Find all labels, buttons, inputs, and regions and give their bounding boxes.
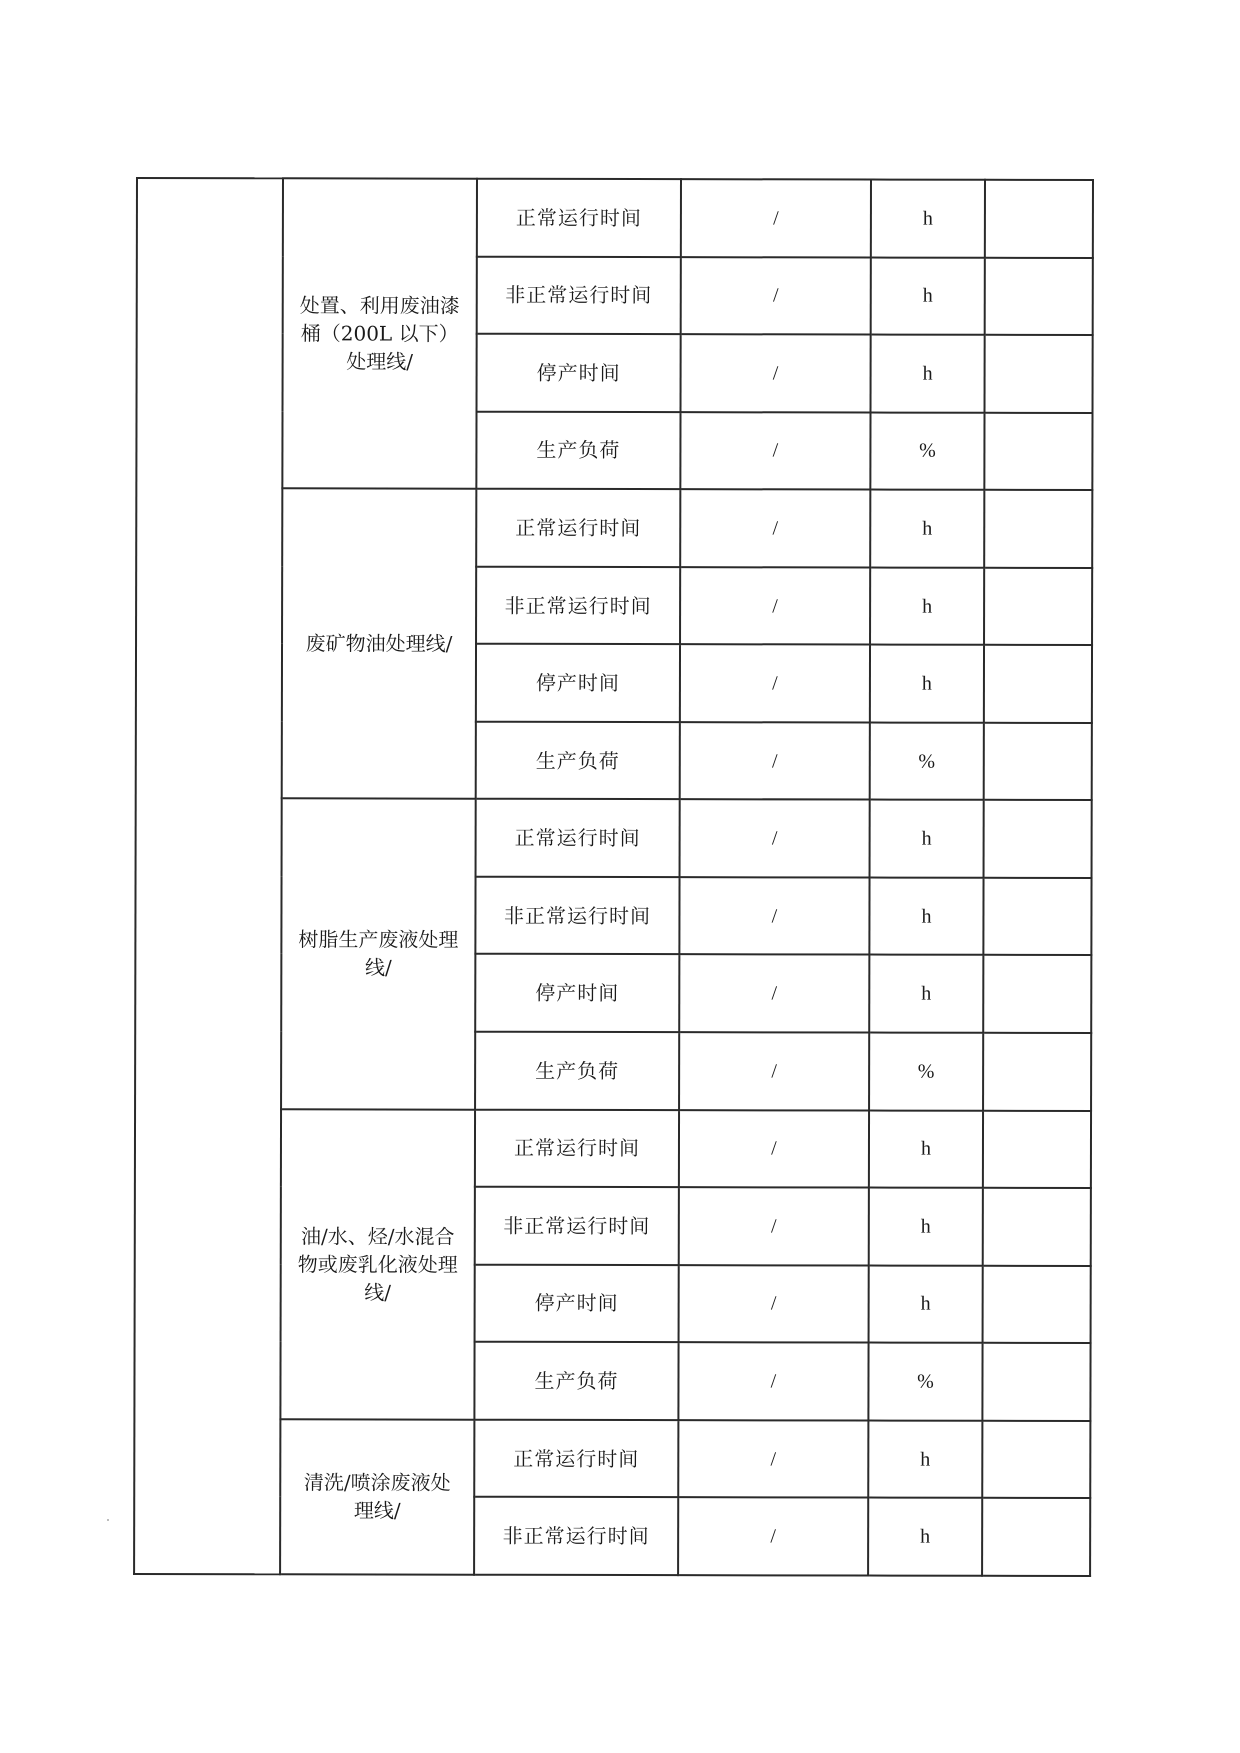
metric-note (983, 1110, 1091, 1188)
metric-note (982, 1343, 1090, 1421)
metric-note (982, 1498, 1090, 1576)
metric-unit: h (870, 490, 984, 568)
metric-name: 非正常运行时间 (476, 566, 680, 644)
metric-name: 正常运行时间 (476, 799, 680, 877)
metric-name: 生产负荷 (476, 411, 680, 489)
metric-name: 非正常运行时间 (474, 1497, 678, 1575)
metric-unit: h (869, 877, 983, 955)
metric-note (985, 257, 1093, 335)
metric-value: / (680, 489, 870, 567)
process-line-name (280, 1419, 474, 1574)
metric-unit: h (868, 1498, 982, 1576)
metric-name: 非正常运行时间 (475, 877, 679, 955)
process-line-name-text: 油/水、烃/水混合 (301, 1224, 455, 1249)
metric-unit: % (868, 1343, 982, 1421)
metric-name: 停产时间 (476, 644, 680, 722)
metric-unit: h (868, 1420, 982, 1498)
process-line-name-text: 废矿物油处理线/ (305, 631, 453, 656)
metric-unit: h (869, 1188, 983, 1266)
process-line-name-text: 理线/ (353, 1498, 401, 1523)
metric-name: 生产负荷 (475, 1032, 679, 1110)
metric-name: 停产时间 (475, 1264, 679, 1342)
metric-unit: % (870, 722, 984, 800)
metric-name: 正常运行时间 (475, 1109, 679, 1187)
metric-name: 停产时间 (475, 954, 679, 1032)
metric-value: / (680, 644, 870, 722)
metric-value: / (680, 412, 870, 490)
metric-name: 正常运行时间 (477, 179, 681, 257)
metric-unit: h (871, 180, 985, 258)
metric-note (983, 1033, 1091, 1111)
metric-value: / (678, 1342, 868, 1420)
metric-value: / (680, 722, 870, 800)
metric-value: / (681, 334, 871, 412)
metric-note (983, 955, 1091, 1033)
process-line-name-text: 线/ (364, 955, 392, 981)
metric-value: / (679, 1265, 869, 1343)
metric-value: / (679, 1110, 869, 1188)
metric-note (984, 490, 1092, 568)
metric-unit: % (870, 412, 984, 490)
process-line-name-text: 处置、利用废油漆 (299, 293, 460, 318)
metric-unit: h (869, 955, 983, 1033)
table-row (137, 178, 1093, 258)
metric-note (985, 335, 1093, 413)
table-body (134, 178, 1093, 1576)
metric-note (982, 1421, 1090, 1499)
process-line-name (280, 1109, 475, 1420)
metric-unit: h (871, 335, 985, 413)
metric-unit: h (870, 800, 984, 878)
metric-value: / (680, 567, 870, 645)
metric-value: / (679, 955, 869, 1033)
metric-note (983, 1265, 1091, 1343)
form-page (133, 177, 1092, 1575)
metric-value: / (681, 257, 871, 335)
operation-time-table (133, 177, 1094, 1577)
process-line-name-text: 桶（200L 以下） (300, 321, 459, 346)
metric-unit: h (870, 567, 984, 645)
process-line-name (282, 178, 477, 489)
metric-unit: h (870, 645, 984, 723)
metric-value: / (679, 1187, 869, 1265)
metric-unit: h (871, 257, 985, 335)
process-line-name-text: 树脂生产废液处理 (298, 927, 459, 953)
metric-note (984, 412, 1092, 490)
metric-unit: h (869, 1110, 983, 1188)
metric-name: 生产负荷 (474, 1342, 678, 1420)
process-line-name-text: 线/ (364, 1280, 392, 1305)
process-line-name-text: 清洗/喷涂废液处 (303, 1470, 451, 1495)
process-line-name (282, 488, 477, 799)
metric-name: 生产负荷 (476, 722, 680, 800)
metric-unit: % (869, 1033, 983, 1111)
metric-note (984, 800, 1092, 878)
metric-note (984, 723, 1092, 801)
metric-note (985, 180, 1093, 258)
category-cell (134, 178, 283, 1574)
metric-value: / (678, 1420, 868, 1498)
metric-note (983, 1188, 1091, 1266)
metric-value: / (681, 179, 871, 257)
metric-value: / (680, 800, 870, 878)
metric-value: / (679, 877, 869, 955)
metric-value: / (679, 1032, 869, 1110)
process-line-name (281, 799, 476, 1110)
scan-speck (107, 1519, 109, 1521)
metric-name: 非正常运行时间 (475, 1187, 679, 1265)
metric-name: 停产时间 (477, 334, 681, 412)
metric-note (984, 645, 1092, 723)
process-line-name-text: 物或废乳化液处理 (297, 1251, 458, 1277)
metric-note (984, 568, 1092, 646)
metric-value: / (678, 1497, 868, 1575)
metric-note (983, 878, 1091, 956)
process-line-name-text: 处理线/ (346, 349, 414, 374)
metric-unit: h (869, 1265, 983, 1343)
metric-name: 正常运行时间 (476, 489, 680, 567)
metric-name: 非正常运行时间 (477, 256, 681, 334)
metric-name: 正常运行时间 (474, 1419, 678, 1497)
